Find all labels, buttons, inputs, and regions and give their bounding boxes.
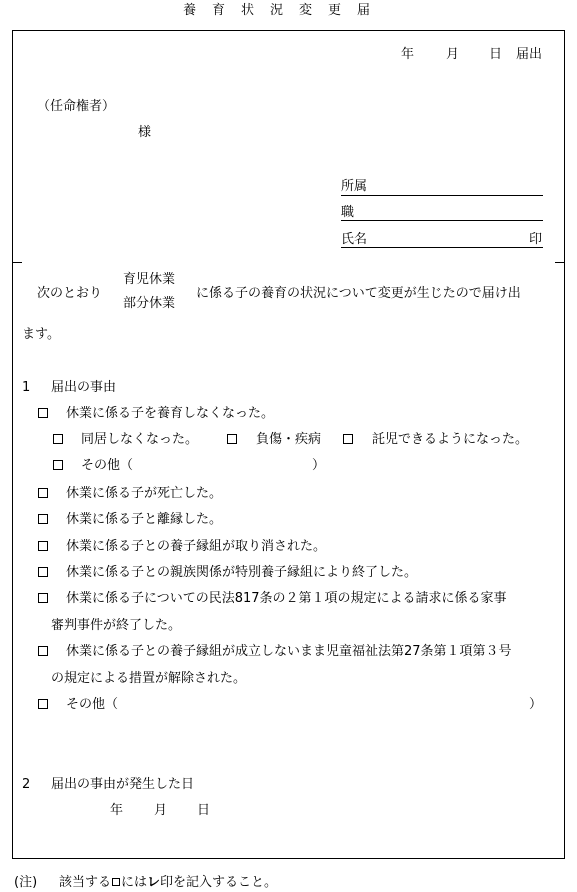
checkbox-sub3[interactable] bbox=[343, 434, 353, 444]
intro-option-partial: 部分休業 bbox=[123, 296, 176, 311]
note-text bbox=[59, 876, 277, 889]
checkbox-item7[interactable] bbox=[38, 646, 48, 656]
section2-year: 年 bbox=[110, 803, 124, 818]
name-field[interactable] bbox=[341, 247, 543, 248]
section1-heading: 届出の事由 bbox=[51, 380, 117, 395]
sub3-text: 託児できるようになった。 bbox=[372, 432, 529, 447]
checkbox-item3[interactable] bbox=[38, 514, 48, 524]
section2-heading: 届出の事由が発生した日 bbox=[51, 777, 195, 792]
item6-text-line1: 休業に係る子についての民法817条の２第１項の規定による請求に係る家事 bbox=[66, 591, 507, 606]
checkbox-item2[interactable] bbox=[38, 488, 48, 498]
sub1-text: 同居しなくなった。 bbox=[81, 432, 199, 447]
item6-text-line2: 審判事件が終了した。 bbox=[51, 618, 182, 633]
item5-text: 休業に係る子との親族関係が特別養子縁組により終了した。 bbox=[66, 565, 418, 580]
item2-text: 休業に係る子が死亡した。 bbox=[66, 486, 223, 501]
section2-month: 月 bbox=[154, 803, 168, 818]
item1-text: 休業に係る子を養育しなくなった。 bbox=[66, 406, 275, 421]
item8-text: その他（ bbox=[66, 697, 119, 712]
note-text-c: 印を記入すること。 bbox=[160, 875, 278, 890]
section1-number: 1 bbox=[22, 380, 31, 395]
note-label: (注) bbox=[14, 875, 38, 890]
check-mark-icon: レ bbox=[147, 875, 161, 890]
item8-close: ） bbox=[529, 697, 543, 712]
note-text-a: 該当する bbox=[59, 875, 112, 890]
position-label: 職 bbox=[341, 205, 355, 220]
dept-field[interactable] bbox=[341, 195, 543, 196]
dept-label: 所属 bbox=[341, 179, 368, 194]
date-year: 年 bbox=[401, 47, 415, 62]
date-month: 月 bbox=[446, 47, 460, 62]
item3-text: 休業に係る子と離縁した。 bbox=[66, 512, 223, 527]
name-label: 氏名 bbox=[341, 232, 368, 247]
addressee-honorific: 様 bbox=[138, 125, 152, 140]
item7-text-line2: の規定による措置が解除された。 bbox=[51, 671, 247, 686]
item4-text: 休業に係る子との養子縁組が取り消された。 bbox=[66, 539, 327, 554]
checkbox-item1[interactable] bbox=[38, 408, 48, 418]
seal-label: 印 bbox=[529, 232, 543, 247]
checkbox-item6[interactable] bbox=[38, 593, 48, 603]
section2-number: 2 bbox=[22, 777, 31, 792]
section2-day: 日 bbox=[197, 803, 211, 818]
sub-other-close: ） bbox=[312, 458, 326, 473]
divider-right bbox=[555, 262, 565, 263]
intro-option-childcare: 育児休業 bbox=[123, 272, 176, 287]
item7-text-line1: 休業に係る子との養子縁組が成立しないまま児童福祉法第27条第１項第３号 bbox=[66, 644, 512, 659]
sub2-text: 負傷・疾病 bbox=[256, 432, 322, 447]
addressee-role: （任命権者） bbox=[37, 99, 116, 114]
sub-other-text: その他（ bbox=[81, 458, 134, 473]
note-text-b: には bbox=[121, 875, 148, 890]
position-field[interactable] bbox=[341, 220, 543, 221]
checkbox-sub-other[interactable] bbox=[53, 460, 63, 470]
intro-prefix: 次のとおり bbox=[37, 286, 103, 301]
date-submit-label: 届出 bbox=[516, 47, 543, 62]
checkbox-item8[interactable] bbox=[38, 699, 48, 709]
intro-line2: ます。 bbox=[22, 327, 60, 342]
checkbox-sub1[interactable] bbox=[53, 434, 63, 444]
checkbox-sub2[interactable] bbox=[227, 434, 237, 444]
checkbox-item4[interactable] bbox=[38, 541, 48, 551]
document-title: 養育状況変更届 bbox=[183, 3, 387, 18]
intro-suffix: に係る子の養育の状況について変更が生じたので届け出 bbox=[196, 286, 521, 301]
checkbox-item5[interactable] bbox=[38, 567, 48, 577]
note-checkbox-icon bbox=[112, 878, 120, 886]
divider-left bbox=[12, 262, 22, 263]
date-day: 日 bbox=[489, 47, 503, 62]
